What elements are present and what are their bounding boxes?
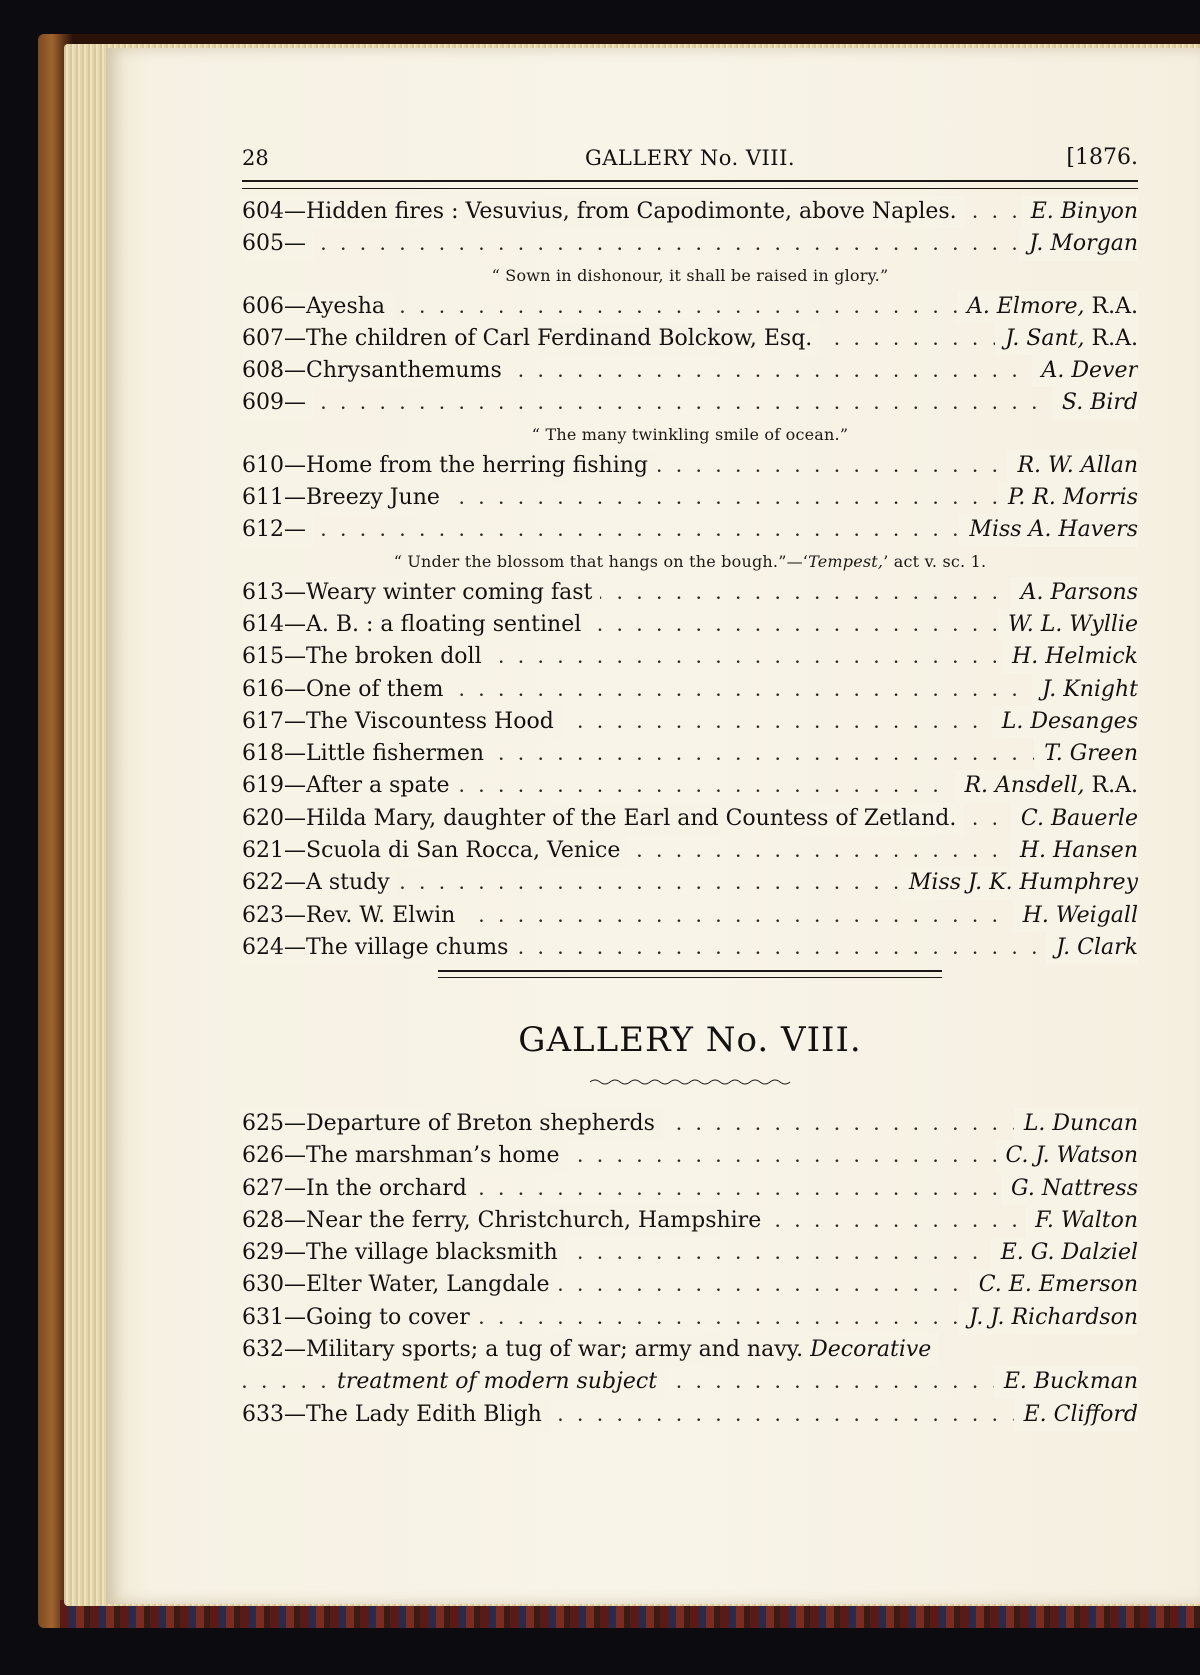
entry-title: Home from the herring fishing bbox=[306, 452, 649, 478]
entry-text bbox=[242, 323, 820, 355]
entry-dash: — bbox=[284, 358, 306, 384]
entry-dash: — bbox=[284, 1401, 306, 1427]
entry-artist bbox=[1011, 803, 1138, 835]
entry-dash: — bbox=[284, 1272, 306, 1298]
entry-text bbox=[242, 803, 964, 835]
entry-artist bbox=[1001, 1173, 1138, 1205]
entry-dash: — bbox=[284, 644, 306, 670]
entry-number: 626 bbox=[242, 1143, 284, 1169]
entry-number: 614 bbox=[242, 611, 284, 637]
entry-number: 620 bbox=[242, 805, 284, 831]
catalogue-row bbox=[242, 482, 1138, 514]
artist-name: P. R. Morris bbox=[1007, 485, 1138, 511]
entry-text bbox=[242, 900, 463, 932]
entry-number: 631 bbox=[242, 1304, 284, 1330]
catalogue-row bbox=[242, 1399, 1138, 1431]
entry-dash: — bbox=[284, 805, 306, 831]
artist-name: E. Buckman bbox=[1003, 1369, 1138, 1395]
entry-text bbox=[242, 835, 628, 867]
entry-dash: — bbox=[284, 902, 306, 928]
entry-text bbox=[242, 1140, 568, 1172]
entry-artist bbox=[1013, 900, 1138, 932]
artist-name: L. Duncan bbox=[1023, 1111, 1138, 1136]
entry-text bbox=[242, 1108, 663, 1140]
entry-artist bbox=[1007, 450, 1138, 482]
entry-title: In the orchard bbox=[306, 1175, 467, 1201]
entry-number: 622 bbox=[242, 870, 284, 896]
dot-leader bbox=[242, 387, 1138, 419]
catalogue-entries-section-2 bbox=[242, 1108, 1138, 1431]
entry-text bbox=[242, 291, 393, 323]
entry-dash: — bbox=[284, 1175, 306, 1201]
catalogue-row bbox=[242, 355, 1138, 387]
entry-title: Ayesha bbox=[306, 293, 386, 319]
artist-name: C. Bauerle bbox=[1020, 805, 1138, 831]
entry-title: Little fishermen bbox=[306, 741, 485, 767]
entry-artist bbox=[1032, 674, 1138, 706]
entry-title: Rev. W. Elwin bbox=[306, 902, 456, 928]
artist-name: A. Parsons bbox=[1020, 579, 1138, 605]
catalogue-row bbox=[242, 1334, 1138, 1366]
catalogue-row bbox=[242, 867, 1138, 899]
entry-dash: — bbox=[284, 676, 306, 702]
entry-quote: “ Under the blossom that hangs on the bough.”—‘Tempest,’ act v. sc. 1. bbox=[393, 551, 987, 571]
artist-name: J. J. Richardson bbox=[969, 1304, 1138, 1330]
gallery-heading: GALLERY No. VIII. bbox=[518, 1020, 862, 1060]
entry-quote: “ The many twinkling smile of ocean.” bbox=[531, 424, 849, 444]
artist-name: E. Clifford bbox=[1023, 1401, 1138, 1427]
entry-text bbox=[242, 1399, 550, 1431]
entry-artist bbox=[899, 867, 1138, 899]
entry-dash: — bbox=[284, 579, 306, 605]
entry-dash: — bbox=[284, 293, 306, 319]
running-head-year: [1876. bbox=[1066, 145, 1138, 170]
artist-name: R. W. Allan bbox=[1017, 452, 1138, 478]
artist-name: G. Nattress bbox=[1011, 1175, 1138, 1201]
entry-quote: “ Sown in dishonour, it shall be raised in glory.” bbox=[491, 265, 889, 285]
entry-title: A study bbox=[306, 870, 390, 896]
entry-title: Hidden fires : Vesuvius, from Capodimonte, above Naples. bbox=[306, 199, 957, 224]
entry-title: Breezy June bbox=[306, 485, 440, 511]
entry-dash: — bbox=[284, 611, 306, 637]
entry-artist bbox=[994, 1366, 1138, 1398]
entry-dash: — bbox=[284, 485, 306, 511]
entry-number: 613 bbox=[242, 579, 284, 605]
catalogue-row bbox=[242, 196, 1138, 228]
artist-name: C. J. Watson bbox=[1005, 1143, 1138, 1169]
entry-number: 630 bbox=[242, 1272, 284, 1298]
entry-title: The village blacksmith bbox=[306, 1240, 558, 1266]
artist-name: E. Binyon bbox=[1030, 199, 1138, 224]
entry-number: 609 bbox=[242, 390, 284, 416]
entry-text bbox=[242, 738, 492, 770]
entry-number: 619 bbox=[242, 773, 284, 799]
entry-text bbox=[242, 867, 398, 899]
catalogue-row-continuation bbox=[242, 1366, 1138, 1398]
entry-dash: — bbox=[284, 741, 306, 767]
entry-artist bbox=[998, 609, 1138, 641]
entry-dash: — bbox=[284, 199, 306, 224]
entry-continuation: treatment of modern subject bbox=[337, 1369, 658, 1395]
artist-name: J. Sant, bbox=[1005, 325, 1085, 351]
catalogue-row bbox=[242, 1302, 1138, 1334]
artist-name: J. Morgan bbox=[1029, 231, 1138, 257]
entry-text bbox=[242, 482, 448, 514]
catalogue-row bbox=[242, 291, 1138, 323]
entry-number: 616 bbox=[242, 676, 284, 702]
entry-text bbox=[242, 355, 510, 387]
catalogue-row bbox=[242, 514, 1138, 546]
entry-title: The broken doll bbox=[306, 644, 482, 670]
entry-artist bbox=[957, 291, 1138, 323]
entry-number: 608 bbox=[242, 358, 284, 384]
entry-artist bbox=[1011, 577, 1138, 609]
artist-name: W. L. Wyllie bbox=[1007, 611, 1138, 637]
entry-text bbox=[242, 1302, 478, 1334]
artist-name: E. G. Dalziel bbox=[1000, 1240, 1138, 1266]
entry-title: After a spate bbox=[306, 773, 450, 799]
entry-artist bbox=[1052, 387, 1138, 419]
entry-dash: — bbox=[284, 1240, 306, 1266]
dot-leader bbox=[242, 228, 1138, 260]
entry-text bbox=[242, 641, 490, 673]
entry-number: 612 bbox=[242, 517, 284, 543]
entry-number: 607 bbox=[242, 325, 284, 351]
artist-name: F. Walton bbox=[1035, 1207, 1138, 1233]
ornamental-squiggle bbox=[590, 1078, 790, 1086]
catalogue-row bbox=[242, 323, 1138, 355]
entry-title: Departure of Breton shepherds bbox=[306, 1111, 655, 1136]
running-head bbox=[242, 138, 1138, 178]
entry-artist bbox=[1032, 355, 1139, 387]
entry-text bbox=[242, 609, 589, 641]
entry-dash: — bbox=[284, 934, 306, 960]
catalogue-row bbox=[242, 803, 1138, 835]
entry-artist bbox=[992, 706, 1138, 738]
entry-title: Elter Water, Langdale bbox=[306, 1272, 550, 1298]
entry-number: 633 bbox=[242, 1401, 284, 1427]
artist-suffix: R.A. bbox=[1091, 325, 1138, 351]
entry-number: 627 bbox=[242, 1175, 284, 1201]
entry-text bbox=[242, 1173, 475, 1205]
entry-text bbox=[242, 1269, 557, 1301]
catalogue-row bbox=[242, 900, 1138, 932]
artist-name: J. Knight bbox=[1042, 676, 1138, 702]
entry-number: 615 bbox=[242, 644, 284, 670]
catalogue-row bbox=[242, 228, 1138, 260]
entry-text bbox=[242, 1237, 566, 1269]
catalogue-row bbox=[242, 1237, 1138, 1269]
entry-number: 604 bbox=[242, 199, 284, 224]
artist-name: J. Clark bbox=[1056, 934, 1138, 960]
catalogue-row bbox=[242, 835, 1138, 867]
entry-artist bbox=[1025, 1205, 1138, 1237]
entry-artist bbox=[1002, 641, 1138, 673]
entry-dash: — bbox=[284, 870, 306, 896]
catalogue-entries bbox=[242, 196, 1138, 964]
entry-title: Going to cover bbox=[306, 1304, 470, 1330]
entry-text bbox=[242, 450, 656, 482]
entry-dash: — bbox=[284, 1304, 306, 1330]
catalogue-row bbox=[242, 674, 1138, 706]
entry-artist bbox=[998, 482, 1138, 514]
entry-artist bbox=[969, 1269, 1138, 1301]
entry-artist bbox=[1046, 932, 1138, 964]
artist-suffix: R.A. bbox=[1091, 773, 1138, 799]
artist-name: Miss A. Havers bbox=[969, 517, 1138, 543]
entry-title: Military sports; a tug of war; army and navy. bbox=[306, 1337, 804, 1363]
section-divider-rule bbox=[438, 970, 942, 978]
catalogue-row bbox=[242, 1108, 1138, 1140]
artist-name: S. Bird bbox=[1061, 390, 1138, 416]
entry-dash: — bbox=[284, 390, 306, 416]
artist-suffix: R.A. bbox=[1091, 293, 1138, 319]
entry-artist bbox=[1019, 228, 1138, 260]
catalogue-row bbox=[242, 706, 1138, 738]
entry-dash: — bbox=[284, 517, 306, 543]
entry-dash: — bbox=[284, 1111, 306, 1136]
catalogue-row bbox=[242, 1269, 1138, 1301]
running-head-title: GALLERY No. VIII. bbox=[584, 146, 796, 170]
quote-source: Tempest, bbox=[808, 551, 884, 571]
entry-number: 629 bbox=[242, 1240, 284, 1266]
catalogue-row bbox=[242, 1205, 1138, 1237]
entry-dash: — bbox=[284, 325, 306, 351]
entry-artist bbox=[1034, 738, 1138, 770]
entry-artist bbox=[1010, 835, 1138, 867]
entry-dash: — bbox=[284, 1207, 306, 1233]
entry-artist bbox=[1021, 196, 1138, 228]
entry-artist bbox=[1014, 1108, 1138, 1140]
entry-artist bbox=[959, 514, 1138, 546]
entry-dash: — bbox=[284, 231, 306, 257]
entry-number: 618 bbox=[242, 741, 284, 767]
entry-title: The Viscountess Hood bbox=[306, 708, 554, 734]
entry-artist bbox=[959, 1302, 1138, 1334]
entry-text bbox=[242, 228, 314, 260]
entry-artist bbox=[954, 770, 1138, 802]
entry-number: 605 bbox=[242, 231, 284, 257]
entry-dash: — bbox=[284, 708, 306, 734]
entry-title: The children of Carl Ferdinand Bolckow, Esq. bbox=[306, 325, 813, 351]
artist-name: H. Helmick bbox=[1012, 644, 1138, 670]
entry-title: Near the ferry, Christchurch, Hampshire bbox=[306, 1207, 762, 1233]
entry-number: 628 bbox=[242, 1207, 284, 1233]
entry-dash: — bbox=[284, 773, 306, 799]
entry-title: Weary winter coming fast bbox=[306, 579, 593, 605]
catalogue-row bbox=[242, 450, 1138, 482]
entry-text bbox=[242, 932, 516, 964]
artist-name: C. E. Emerson bbox=[978, 1272, 1138, 1298]
entry-number: 617 bbox=[242, 708, 284, 734]
entry-number: 606 bbox=[242, 293, 284, 319]
entry-title: One of them bbox=[306, 676, 444, 702]
entry-dash: — bbox=[284, 452, 306, 478]
artist-name: L. Desanges bbox=[1001, 708, 1138, 734]
entry-number: 624 bbox=[242, 934, 284, 960]
head-double-rule bbox=[242, 180, 1138, 189]
entry-title: A. B. : a floating sentinel bbox=[306, 611, 582, 637]
entry-title: The village chums bbox=[306, 934, 509, 960]
entry-text bbox=[242, 770, 457, 802]
entry-text bbox=[242, 577, 600, 609]
entry-text bbox=[242, 1334, 939, 1366]
entry-text bbox=[242, 387, 314, 419]
entry-artist bbox=[995, 323, 1138, 355]
entry-number: 621 bbox=[242, 838, 284, 864]
entry-number: 625 bbox=[242, 1111, 284, 1136]
page-number: 28 bbox=[242, 146, 269, 170]
entry-dash: — bbox=[284, 838, 306, 864]
entry-title: The Lady Edith Bligh bbox=[306, 1401, 542, 1427]
catalogue-row bbox=[242, 641, 1138, 673]
artist-name: T. Green bbox=[1044, 741, 1138, 767]
entry-number: 611 bbox=[242, 485, 284, 511]
entry-dash: — bbox=[284, 1337, 306, 1363]
artist-name: H. Weigall bbox=[1022, 902, 1138, 928]
entry-number: 632 bbox=[242, 1337, 284, 1363]
entry-title: Hilda Mary, daughter of the Earl and Countess of Zetland. bbox=[306, 805, 957, 831]
catalogue-row bbox=[242, 1140, 1138, 1172]
entry-title-italic: Decorative bbox=[810, 1337, 932, 1363]
entry-artist bbox=[996, 1140, 1139, 1172]
catalogue-row bbox=[242, 387, 1138, 419]
artist-name: H. Hansen bbox=[1019, 838, 1138, 864]
catalogue-row bbox=[242, 1173, 1138, 1205]
catalogue-row bbox=[242, 609, 1138, 641]
artist-name: A. Dever bbox=[1041, 358, 1138, 384]
entry-text bbox=[242, 706, 562, 738]
artist-name: Miss J. K. Humphrey bbox=[908, 870, 1138, 896]
catalogue-row bbox=[242, 738, 1138, 770]
entry-text bbox=[337, 1366, 665, 1398]
entry-text bbox=[242, 674, 452, 706]
entry-text bbox=[242, 1205, 769, 1237]
page-content bbox=[242, 130, 1138, 1530]
entry-title: Scuola di San Rocca, Venice bbox=[306, 838, 621, 864]
catalogue-row bbox=[242, 770, 1138, 802]
entry-text bbox=[242, 196, 965, 228]
catalogue-row bbox=[242, 577, 1138, 609]
entry-dash: — bbox=[284, 1143, 306, 1169]
entry-text bbox=[242, 514, 314, 546]
entry-title: Chrysanthemums bbox=[306, 358, 502, 384]
entry-title: The marshman’s home bbox=[306, 1143, 560, 1169]
entry-artist bbox=[991, 1237, 1138, 1269]
artist-name: R. Ansdell, bbox=[964, 773, 1085, 799]
entry-number: 623 bbox=[242, 902, 284, 928]
entry-artist bbox=[1014, 1399, 1138, 1431]
catalogue-row bbox=[242, 932, 1138, 964]
artist-name: A. Elmore, bbox=[966, 293, 1085, 319]
entry-number: 610 bbox=[242, 452, 284, 478]
